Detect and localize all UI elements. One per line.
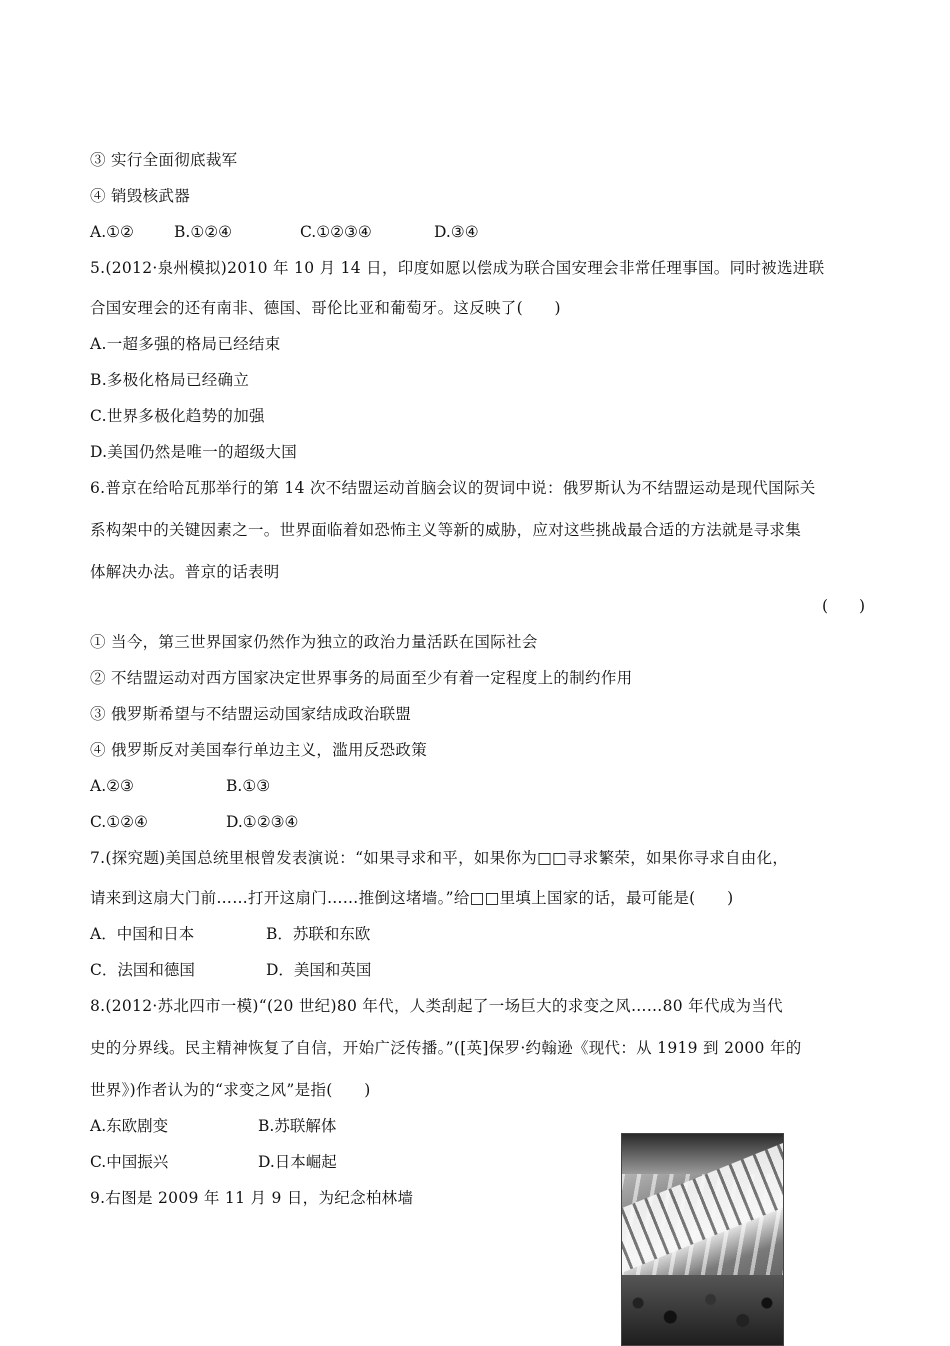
q8-option-d: D.日本崛起	[258, 1153, 337, 1171]
q4-option-b: B.①②④	[174, 223, 233, 241]
q4-item-3: ③ 实行全面彻底裁军	[90, 151, 238, 169]
q5-option-d: D.美国仍然是唯一的超级大国	[90, 443, 298, 461]
q4-option-a: A.①②	[90, 223, 134, 241]
q5-stem-line1: 5.(2012·泉州模拟)2010 年 10 月 14 日，印度如愿以偿成为联合国安理会非常任理事国。同时被选进联	[90, 259, 825, 277]
q6-stem-line2: 系构架中的关键因素之一。世界面临着如恐怖主义等新的威胁，应对这些挑战最合适的方法就是寻求集	[90, 521, 802, 539]
berlin-wall-domino-photo	[621, 1133, 784, 1346]
q6-item-3: ③ 俄罗斯希望与不结盟运动国家结成政治联盟	[90, 705, 412, 723]
q6-option-b: B.①③	[226, 777, 271, 795]
q7-option-a: A．中国和日本	[90, 925, 195, 943]
q5-option-b: B.多极化格局已经确立	[90, 371, 250, 389]
q8-option-a: A.东欧剧变	[90, 1117, 169, 1135]
q6-stem-line3: 体解决办法。普京的话表明	[90, 563, 280, 581]
q6-stem-line1: 6.普京在给哈瓦那举行的第 14 次不结盟运动首脑会议的贺词中说：俄罗斯认为不结盟运动是现代国际关	[90, 479, 816, 497]
q7-stem-line2: 请来到这扇大门前……打开这扇门……推倒这堵墙。”给□□里填上国家的话，最可能是( )	[90, 889, 734, 907]
q6-item-4: ④ 俄罗斯反对美国奉行单边主义，滥用反恐政策	[90, 741, 428, 759]
q4-item-4: ④ 销毁核武器	[90, 187, 191, 205]
q6-option-d: D.①②③④	[226, 813, 299, 831]
q8-stem-line2: 史的分界线。民主精神恢复了自信，开始广泛传播。”([英]保罗·约翰逊《现代：从 1919 到 2000 年的	[90, 1039, 802, 1057]
q6-option-a: A.②③	[90, 777, 134, 795]
q7-stem-line1: 7.(探究题)美国总统里根曾发表演说：“如果寻求和平，如果你为□□寻求繁荣，如果你寻求自由化，	[90, 849, 789, 867]
q6-item-2: ② 不结盟运动对西方国家决定世界事务的局面至少有着一定程度上的制约作用	[90, 669, 633, 687]
q8-option-c: C.中国振兴	[90, 1153, 169, 1171]
photo-crowd	[622, 1275, 783, 1345]
q4-option-c: C.①②③④	[300, 223, 372, 241]
q5-option-a: A.一超多强的格局已经结束	[90, 335, 281, 353]
q7-option-b: B．苏联和东欧	[266, 925, 371, 943]
q5-option-c: C.世界多极化趋势的加强	[90, 407, 265, 425]
q6-answer-paren: ( )	[822, 597, 866, 615]
q4-option-d: D.③④	[434, 223, 479, 241]
q6-option-c: C.①②④	[90, 813, 148, 831]
q5-stem-line2: 合国安理会的还有南非、德国、哥伦比亚和葡萄牙。这反映了( )	[90, 299, 561, 317]
q6-item-1: ① 当今，第三世界国家仍然作为独立的政治力量活跃在国际社会	[90, 633, 538, 651]
q8-option-b: B.苏联解体	[258, 1117, 337, 1135]
q8-stem-line3: 世界》)作者认为的“求变之风”是指( )	[90, 1081, 371, 1099]
q9-stem-line1: 9.右图是 2009 年 11 月 9 日，为纪念柏林墙	[90, 1189, 414, 1207]
q8-stem-line1: 8.(2012·苏北四市一模)“(20 世纪)80 年代，人类刮起了一场巨大的求变之风……80 年代成为当代	[90, 997, 783, 1015]
q7-option-d: D．美国和英国	[266, 961, 372, 979]
q7-option-c: C．法国和德国	[90, 961, 195, 979]
